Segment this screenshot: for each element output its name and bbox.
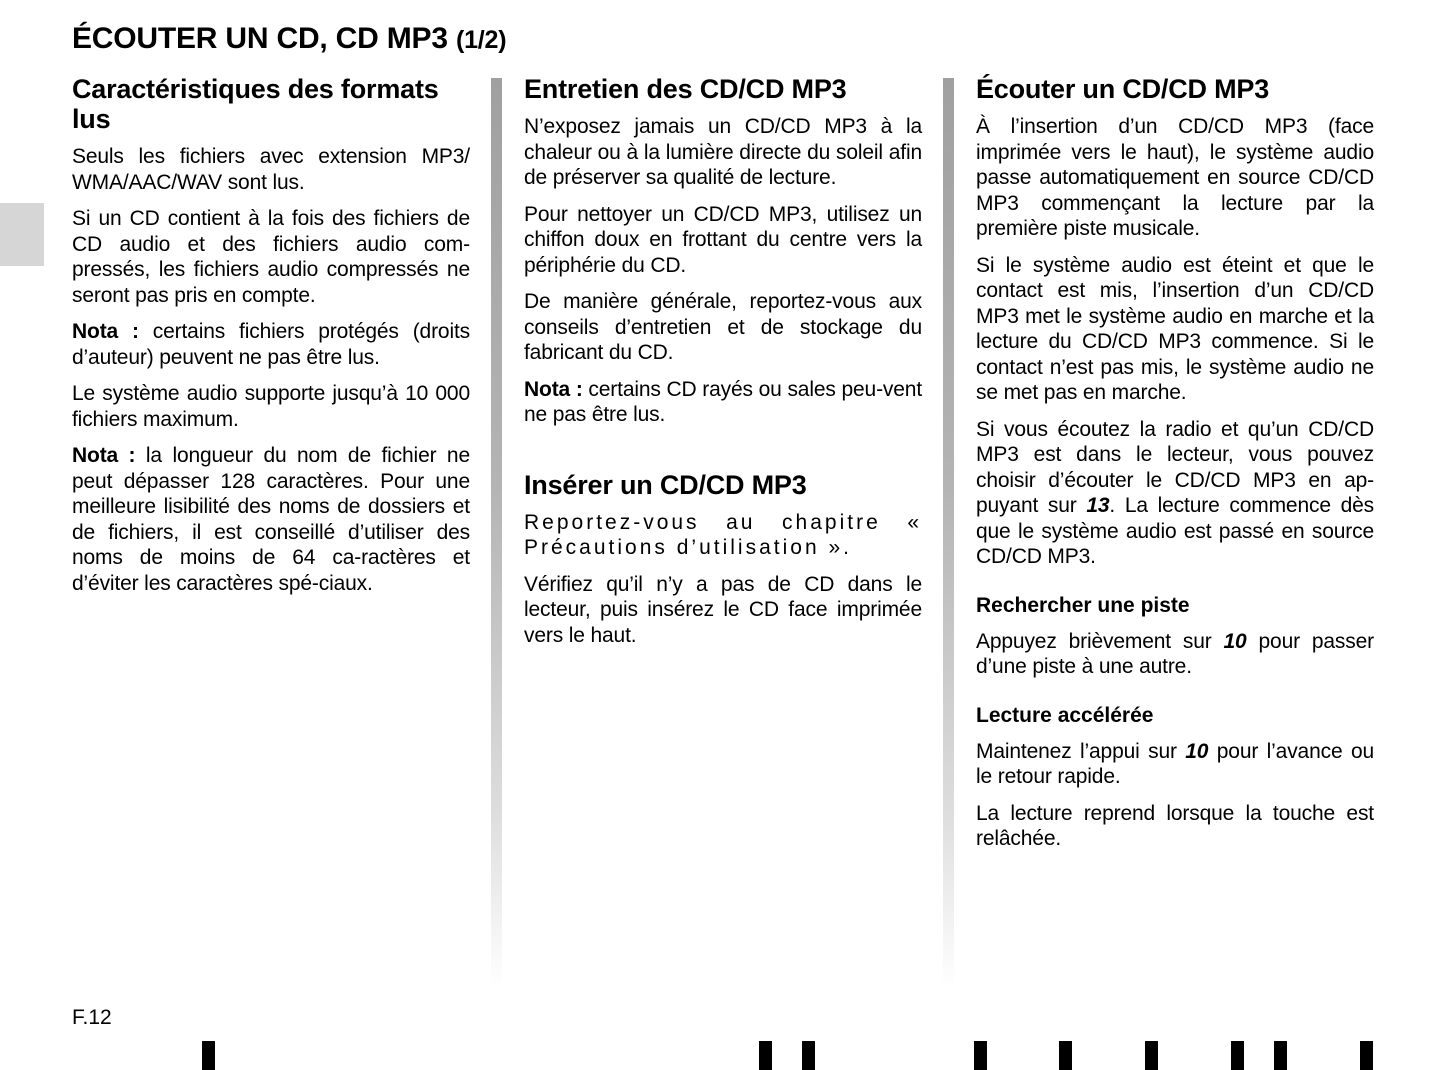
paragraph-insert-instructions: Vérifiez qu’il n’y a pas de CD dans le lecteur, puis insérez le CD face imprimée vers le haut. bbox=[524, 572, 922, 647]
paragraph-extensions: Seuls les fichiers avec extension MP3/ WMA/AAC/WAV sont lus. bbox=[72, 145, 470, 194]
crop-mark bbox=[974, 1041, 987, 1070]
paragraph-cleaning: Pour nettoyer un CD/CD MP3, utilisez un chiffon doux en frottant du centre vers la périphérie du CD. bbox=[524, 202, 922, 277]
note-scratched-cd bbox=[524, 377, 922, 428]
crop-mark bbox=[1059, 1041, 1072, 1070]
paragraph-max-files: Le système audio supporte jusqu’à 10 000 fichiers maximum. bbox=[72, 382, 470, 431]
paragraph-text: pour passer d’une piste à une autre. bbox=[976, 629, 1374, 678]
crop-mark bbox=[1145, 1041, 1158, 1070]
paragraph-resume: La lecture reprend lorsque la touche est relâchée. bbox=[976, 801, 1374, 850]
chapter-tab-marker bbox=[0, 203, 44, 266]
note-label: Nota : bbox=[72, 320, 139, 343]
note-filename-length bbox=[72, 443, 470, 596]
paragraph-heat-exposure: N’exposez jamais un CD/CD MP3 à la chaleur ou à la lumière directe du soleil afin de préserver sa qualité de lecture. bbox=[524, 115, 922, 189]
crop-mark bbox=[1274, 1041, 1287, 1070]
paragraph-text: Appuyez brièvement sur bbox=[976, 629, 1224, 653]
page-number: F.12 bbox=[72, 1006, 112, 1029]
column-divider-1 bbox=[491, 78, 502, 988]
column-divider-2 bbox=[943, 78, 954, 988]
paragraph-fast-forward bbox=[976, 739, 1374, 790]
crop-mark bbox=[802, 1041, 815, 1070]
note-label: Nota : bbox=[72, 444, 136, 467]
note-text: certains CD rayés ou sales peu-vent ne pas être lus. bbox=[524, 377, 923, 426]
subheading-search-track: Rechercher une piste bbox=[976, 593, 1190, 617]
note-text: la longueur du nom de fichier ne peut dépasser 128 caractères. Pour une meilleure lisibilité des noms de dossiers et de fichiers, il est conseillé d’utiliser des noms de moins de 64 ca-ractères et d’éviter les caractères spé-ciaux. bbox=[72, 444, 470, 595]
paragraph-switch-from-radio bbox=[976, 417, 1374, 570]
button-reference-10: 10 bbox=[1223, 629, 1247, 653]
page-pager: (1/2) bbox=[455, 26, 507, 54]
paragraph-system-off: Si le système audio est éteint et que le contact est mis, l’insertion d’un CD/CD MP3 met le système audio en marche et la lecture du CD/CD MP3 commence. Si le contact n’est pas mis, le système audio ne se met pas en marche. bbox=[976, 253, 1374, 404]
crop-mark bbox=[759, 1041, 772, 1070]
note-protected-files bbox=[72, 319, 470, 370]
column-listen bbox=[976, 74, 1374, 863]
crop-mark bbox=[1360, 1041, 1373, 1070]
section-heading-listen: Écouter un CD/CD MP3 bbox=[976, 74, 1270, 104]
section-heading-care: Entretien des CD/CD MP3 bbox=[524, 74, 847, 104]
paragraph-manufacturer-advice: De manière générale, reportez-vous aux conseils d’entretien et de stockage du fabricant du CD. bbox=[524, 290, 922, 364]
crop-mark bbox=[1231, 1041, 1244, 1070]
note-label: Nota : bbox=[524, 377, 583, 401]
paragraph-auto-play: À l’insertion d’un CD/CD MP3 (face imprimée vers le haut), le système audio passe automatiquement en source CD/CD MP3 commençant la lecture par la première piste musicale. bbox=[976, 115, 1374, 240]
paragraph-mixed-cd: Si un CD contient à la fois des fichiers de CD audio et des fichiers audio com-pressés, les fichiers audio compressés ne seront pas pris en compte. bbox=[72, 207, 470, 307]
section-heading-formats: Caractéristiques des formats lus bbox=[72, 74, 439, 134]
column-formats bbox=[72, 74, 470, 607]
page-title-text: ÉCOUTER UN CD, CD MP3 bbox=[72, 22, 448, 55]
paragraph-next-track bbox=[976, 629, 1374, 680]
button-reference-10: 10 bbox=[1185, 739, 1209, 763]
paragraph-text: pour l’avance ou le retour rapide. bbox=[976, 739, 1374, 788]
column-care-insert bbox=[524, 74, 922, 659]
section-heading-insert: Insérer un CD/CD MP3 bbox=[524, 469, 807, 500]
paragraph-text: . La lecture commence dès que le système audio est passé en source CD/CD MP3. bbox=[976, 494, 1375, 568]
crop-mark bbox=[202, 1041, 215, 1070]
button-reference-13: 13 bbox=[1086, 494, 1110, 517]
paragraph-see-chapter: Reportez-vous au chapitre « Précautions d’utilisation ». bbox=[524, 510, 922, 559]
paragraph-text: Maintenez l’appui sur bbox=[976, 739, 1186, 763]
note-text: certains fichiers protégés (droits d’auteur) peuvent ne pas être lus. bbox=[72, 320, 470, 369]
page-title bbox=[72, 22, 506, 56]
paragraph-text: Si vous écoutez la radio et qu’un CD/CD MP3 est dans le lecteur, vous pouvez choisir d’écouter le CD/CD MP3 en ap-puyant sur bbox=[976, 417, 1374, 517]
subheading-fast-play: Lecture accélérée bbox=[976, 703, 1154, 727]
